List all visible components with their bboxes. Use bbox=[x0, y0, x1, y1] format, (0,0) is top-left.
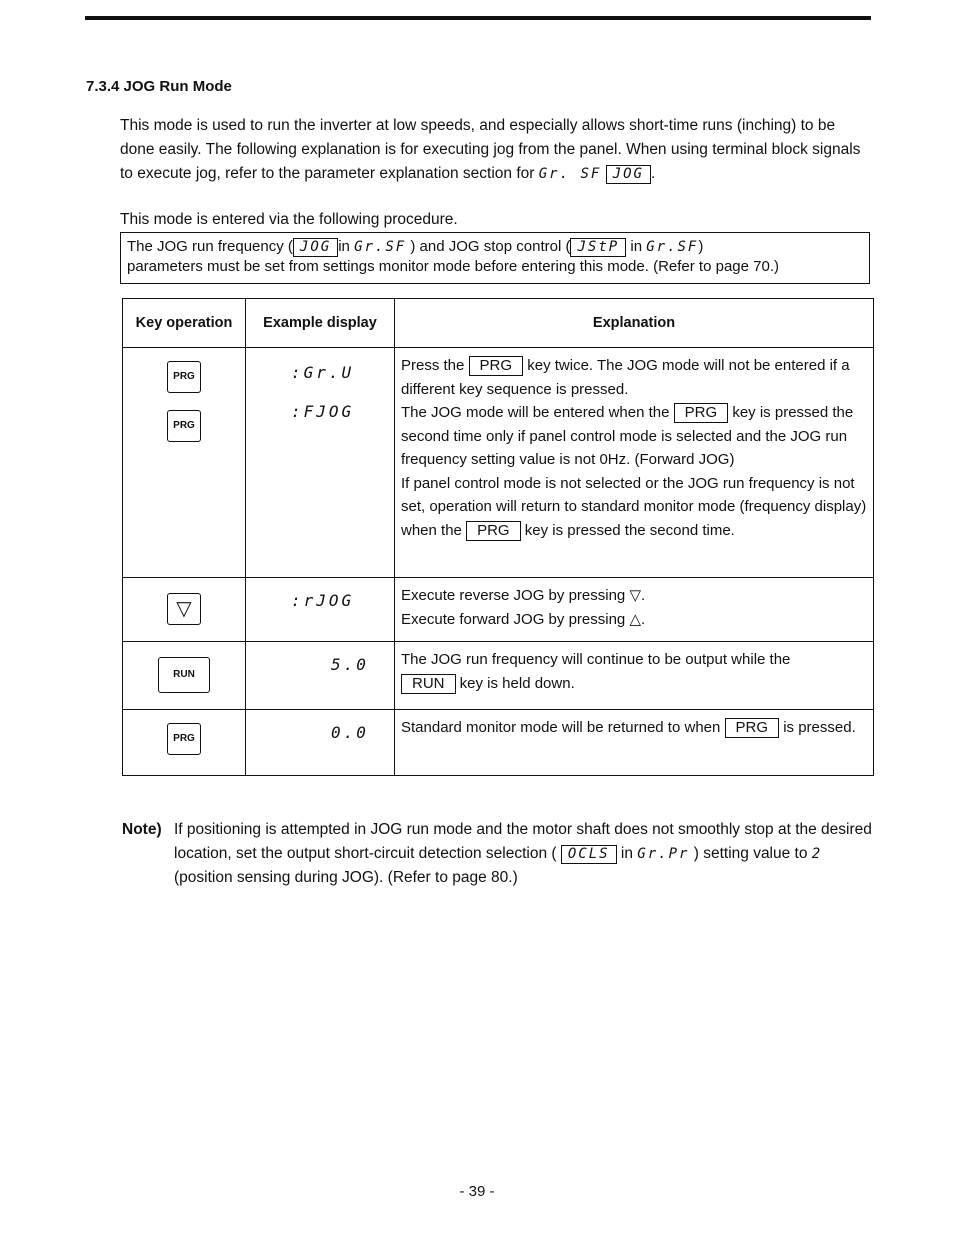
top-rule bbox=[85, 16, 871, 20]
key-cell bbox=[123, 710, 246, 776]
section-title: 7.3.4 JOG Run Mode bbox=[86, 78, 232, 95]
explanation-cell bbox=[395, 578, 874, 642]
notice-group-1: Gr.SF bbox=[354, 239, 407, 255]
header-explanation: Explanation bbox=[395, 299, 874, 348]
table-row bbox=[123, 710, 874, 776]
notice-code-jog: JOG bbox=[293, 238, 338, 257]
display-cell bbox=[246, 710, 395, 776]
intro-param-code: JOG bbox=[606, 165, 651, 184]
operation-table bbox=[122, 298, 874, 776]
explanation-cell bbox=[395, 710, 874, 776]
display-value: :FJOG bbox=[291, 402, 355, 421]
note-text-4: (position sensing during JOG). (Refer to page 80.) bbox=[174, 869, 518, 886]
explanation-text: key is pressed the second time. bbox=[524, 521, 735, 539]
header-example-display: Example display bbox=[246, 299, 395, 348]
display-cell bbox=[246, 642, 395, 710]
explanation-text: Standard monitor mode will be returned to when bbox=[401, 719, 721, 736]
notice-text-3: ) and JOG stop control ( bbox=[410, 238, 571, 255]
down-key-icon: ▽ bbox=[167, 593, 201, 625]
prg-key-icon: PRG bbox=[167, 723, 201, 755]
display-value: 0.0 bbox=[331, 723, 369, 742]
explanation-text: key twice. The JOG mode will not be entered if a different key sequence is pressed. bbox=[401, 357, 850, 398]
prg-key-label: PRG bbox=[469, 356, 524, 376]
intro-text: This mode is used to run the inverter at low speeds, and especially allows short-time runs (inching) to be done easily. The following explanation is for executing jog from the panel. When using terminal block signals to execute jog, refer to the parameter explanation section for bbox=[120, 117, 861, 182]
notice-code-jstp: JStP bbox=[570, 238, 626, 257]
note-text-1: If positioning is attempted in JOG run mode and the motor shaft does not smoothly stop at the desired location, set the output short-circuit detection selection ( bbox=[174, 821, 872, 862]
prg-key-label: PRG bbox=[674, 403, 729, 423]
note-group: Gr.Pr bbox=[637, 846, 690, 862]
note-body bbox=[174, 818, 877, 890]
explanation-text: If panel control mode is not selected or the JOG run frequency is not set, operation will return to standard monitor mode (frequency display) when the bbox=[401, 474, 867, 539]
note-text-2: in bbox=[620, 845, 633, 862]
notice-text-5: ) bbox=[698, 238, 704, 255]
explanation-text: . bbox=[640, 587, 646, 604]
explanation-text: Execute reverse JOG by pressing bbox=[401, 587, 626, 604]
note-text-3: ) setting value to bbox=[693, 845, 808, 862]
notice-text-6: parameters must be set from settings monitor mode before entering this mode. (Refer to page 70.) bbox=[127, 258, 779, 275]
intro-paragraph bbox=[120, 114, 872, 186]
display-value: 5.0 bbox=[331, 655, 369, 674]
explanation-cell bbox=[395, 348, 874, 578]
explanation-text: key is pressed the second time only if panel control mode is selected and the JOG run frequency setting value is not 0Hz. (Forward JOG) bbox=[401, 404, 854, 468]
explanation-text: is pressed. bbox=[783, 719, 856, 736]
run-key-icon: RUN bbox=[158, 657, 210, 693]
explanation-cell bbox=[395, 642, 874, 710]
page-number: - 39 - bbox=[459, 1183, 495, 1200]
explanation-text: Execute forward JOG by pressing bbox=[401, 610, 626, 628]
notice-text-1: The JOG run frequency ( bbox=[127, 238, 293, 255]
notice-text-2: in bbox=[338, 238, 350, 255]
explanation-text: key is held down. bbox=[459, 674, 575, 692]
display-value: :rJOG bbox=[291, 591, 355, 610]
display-cell bbox=[246, 348, 395, 578]
header-key-operation: Key operation bbox=[123, 299, 246, 348]
prg-key-icon: PRG bbox=[167, 410, 201, 442]
note-label: Note) bbox=[122, 821, 162, 838]
table-row bbox=[123, 578, 874, 642]
key-cell bbox=[123, 642, 246, 710]
prg-key-label: PRG bbox=[725, 718, 780, 738]
table-row bbox=[123, 642, 874, 710]
explanation-text: The JOG mode will be entered when the bbox=[401, 404, 670, 421]
down-triangle-icon: ▽ bbox=[629, 587, 641, 604]
prg-key-icon: PRG bbox=[167, 361, 201, 393]
notice-text-4: in bbox=[630, 238, 643, 255]
procedure-intro: This mode is entered via the following procedure. bbox=[120, 211, 458, 228]
run-key-label: RUN bbox=[401, 674, 456, 694]
explanation-text: Press the bbox=[401, 357, 465, 374]
intro-end: . bbox=[650, 165, 656, 182]
notice-group-2: Gr.SF bbox=[646, 239, 699, 255]
intro-group-code: Gr. SF bbox=[538, 166, 602, 182]
up-triangle-icon: △ bbox=[629, 610, 641, 628]
notice-box bbox=[120, 232, 870, 284]
key-cell bbox=[123, 348, 246, 578]
note-code-ocls: OCLS bbox=[561, 845, 617, 864]
key-cell bbox=[123, 578, 246, 642]
note-block bbox=[122, 818, 877, 890]
display-cell bbox=[246, 578, 395, 642]
note-value: 2 bbox=[811, 846, 823, 862]
table-header-row bbox=[123, 299, 874, 348]
explanation-text: The JOG run frequency will continue to be output while the bbox=[401, 651, 791, 668]
prg-key-label: PRG bbox=[466, 521, 521, 541]
display-value: :Gr.U bbox=[291, 363, 355, 382]
table-row bbox=[123, 348, 874, 578]
explanation-text: . bbox=[640, 610, 646, 628]
